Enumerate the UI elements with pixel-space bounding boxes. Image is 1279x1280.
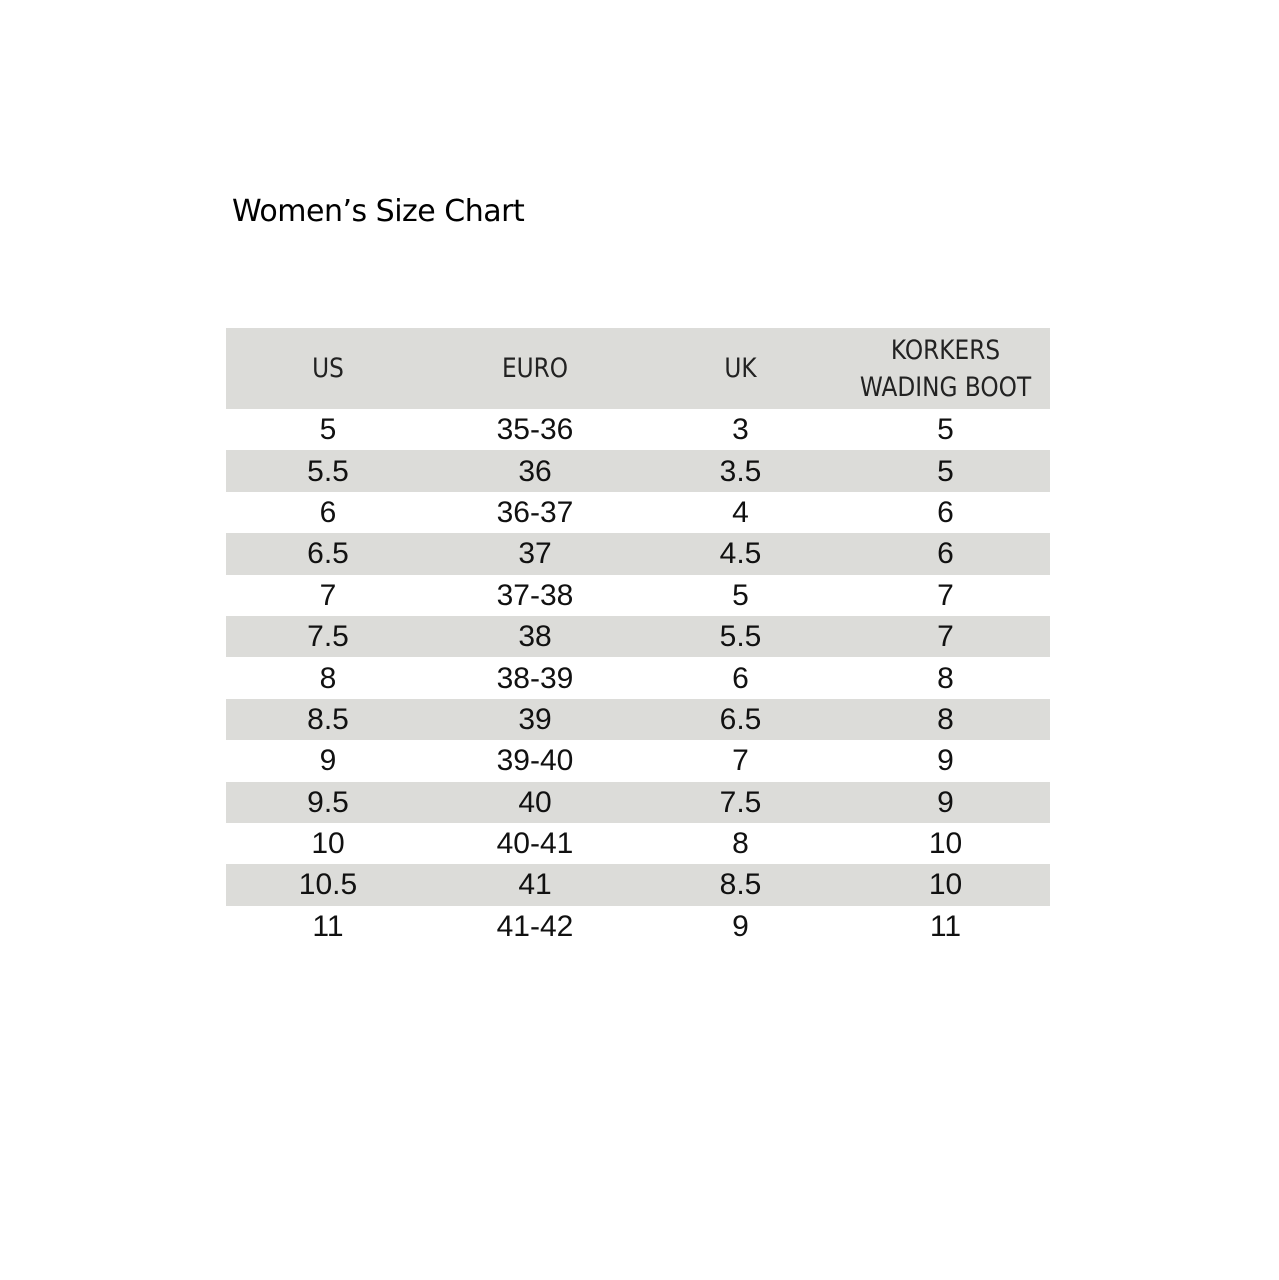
cell-us: 10.5	[298, 868, 358, 902]
page-title: Women’s Size Chart	[232, 194, 525, 229]
cell-euro: 36	[518, 454, 552, 488]
cell-euro: 37	[518, 537, 552, 571]
table-row	[226, 450, 1050, 491]
cell-us: 10	[311, 827, 345, 861]
cell-euro: 39-40	[496, 744, 574, 778]
table-row	[226, 616, 1050, 657]
cell-korkers: 8	[937, 661, 954, 695]
header-korkers-line-2: WADING BOOT	[859, 371, 1032, 403]
header-uk	[654, 350, 827, 387]
cell-euro: 36-37	[496, 495, 574, 529]
cell-euro: 35-36	[496, 413, 574, 447]
cell-korkers: 5	[937, 454, 954, 488]
table-row	[226, 409, 1050, 450]
cell-us: 7	[319, 578, 337, 612]
table-row	[226, 492, 1050, 533]
cell-uk: 3.5	[719, 454, 762, 488]
cell-euro: 40-41	[496, 827, 574, 861]
cell-korkers: 6	[937, 537, 954, 571]
cell-korkers: 9	[937, 744, 954, 778]
cell-uk: 4.5	[719, 537, 762, 571]
header-euro-line-1: EURO	[501, 353, 569, 384]
cell-us: 7.5	[307, 620, 349, 654]
cell-uk: 9	[732, 909, 749, 943]
cell-euro: 38	[518, 620, 552, 654]
header-korkers-line-1: KORKERS	[890, 334, 1001, 366]
cell-euro: 41	[518, 868, 552, 902]
cell-us: 5	[319, 413, 337, 447]
cell-uk: 4	[732, 495, 749, 529]
cell-uk: 8.5	[719, 868, 762, 902]
cell-korkers: 9	[937, 785, 954, 819]
cell-uk: 6	[732, 661, 749, 695]
table-row	[226, 906, 1050, 947]
cell-korkers: 6	[937, 495, 954, 529]
header-korkers-wading-boot	[856, 332, 1036, 406]
table-row	[226, 575, 1050, 616]
cell-us: 8	[319, 661, 337, 695]
cell-us: 6.5	[307, 537, 349, 571]
table-header-row	[226, 328, 1050, 409]
header-us-line-1: US	[312, 353, 344, 384]
cell-uk: 5	[732, 578, 749, 612]
cell-us: 11	[312, 909, 344, 943]
cell-korkers: 10	[928, 868, 963, 902]
table-row	[226, 657, 1050, 698]
size-table	[226, 328, 1050, 947]
table-row	[226, 782, 1050, 823]
cell-euro: 40	[518, 785, 552, 819]
table-row	[226, 864, 1050, 905]
table-row	[226, 533, 1050, 574]
cell-korkers: 5	[937, 413, 954, 447]
table-row	[226, 823, 1050, 864]
cell-uk: 7	[732, 744, 749, 778]
cell-uk: 6.5	[719, 702, 762, 736]
cell-euro: 41-42	[496, 909, 574, 943]
cell-us: 8.5	[307, 702, 349, 736]
cell-euro: 37-38	[496, 578, 574, 612]
cell-uk: 5.5	[719, 620, 762, 654]
cell-korkers: 7	[937, 620, 954, 654]
cell-us: 6	[319, 495, 337, 529]
cell-us: 9	[319, 744, 337, 778]
cell-us: 5.5	[307, 454, 349, 488]
header-euro	[445, 350, 626, 387]
cell-uk: 7.5	[719, 785, 762, 819]
cell-korkers: 8	[937, 702, 954, 736]
cell-euro: 38-39	[496, 661, 574, 695]
cell-uk: 8	[732, 827, 749, 861]
table-row	[226, 740, 1050, 781]
header-uk-line-1: UK	[724, 353, 757, 384]
cell-uk: 3	[732, 413, 749, 447]
cell-us: 9.5	[307, 785, 349, 819]
cell-korkers: 7	[937, 578, 954, 612]
table-row	[226, 699, 1050, 740]
cell-korkers: 10	[928, 827, 963, 861]
header-us	[240, 350, 415, 387]
cell-korkers: 11	[929, 909, 962, 943]
cell-euro: 39	[518, 702, 552, 736]
